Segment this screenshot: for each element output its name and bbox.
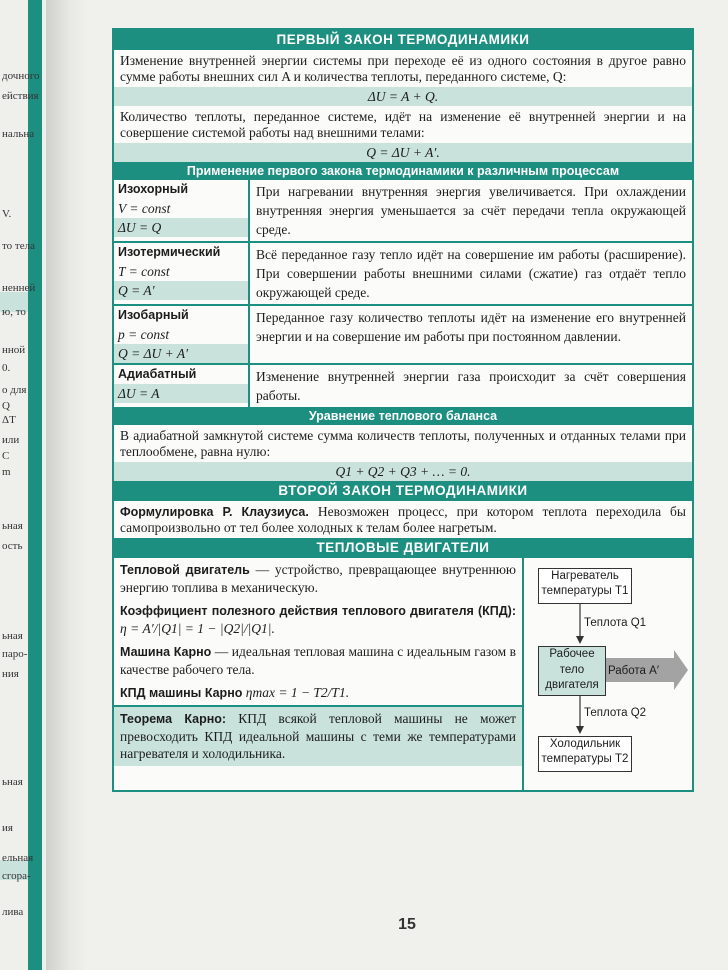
process-table xyxy=(114,180,692,407)
section-title-heat-engines: ТЕПЛОВЫЕ ДВИГАТЕЛИ xyxy=(114,538,692,558)
process-description: Всё переданное газу тепло идёт на совершение им работы (расширение). При совершении работы внешними силами (сжатие) газ отдаёт тепло окружающей среде. xyxy=(256,247,686,300)
heat-in-label: Теплота Q1 xyxy=(584,617,647,629)
first-law-formula: ΔU = A + Q. xyxy=(114,87,692,106)
left-page-text-fragment: ость xyxy=(2,540,23,552)
left-page-text-fragment: ю, то xyxy=(2,306,26,318)
process-condition: T = const xyxy=(118,264,170,279)
left-page-text-fragment: m xyxy=(2,466,11,478)
left-page-text-fragment: ненней xyxy=(2,282,36,294)
process-description: При нагревании внутренняя энергия увеличивается. При охлаждении внутренняя энергия уменьшается за счёт передачи тепла окружающей среде. xyxy=(256,184,686,237)
left-page-text-fragment: или xyxy=(2,434,20,446)
left-page-text-fragment: сгора- xyxy=(2,870,31,882)
process-description: Изменение внутренней энергии газа происходит за счёт совершения работы. xyxy=(256,369,686,403)
carnot-definition xyxy=(114,640,522,681)
process-name: Изотермический xyxy=(118,245,221,259)
left-page-text-fragment: ьная xyxy=(2,520,23,532)
carnot-efficiency xyxy=(114,681,522,705)
left-page-text-fragment: ΔT xyxy=(2,414,16,426)
left-page-text-fragment: ния xyxy=(2,668,19,680)
heater-temp: температуры T1 xyxy=(541,585,629,597)
engine-lead: Тепловой двигатель xyxy=(120,563,250,577)
body-label: двигателя xyxy=(545,679,599,691)
process-row xyxy=(114,304,692,363)
carnot-theorem xyxy=(114,705,522,766)
body-label: Рабочее xyxy=(549,648,595,660)
book-gutter xyxy=(46,0,86,970)
left-page-text-fragment: нной xyxy=(2,344,26,356)
reference-sheet xyxy=(112,28,694,792)
process-law: ΔU = Q xyxy=(114,218,248,237)
process-row xyxy=(114,363,692,407)
process-name: Изохорный xyxy=(118,182,189,196)
working-body-box xyxy=(538,646,606,696)
theorem-lead: Теорема Карно: xyxy=(120,712,227,726)
left-page-text-fragment: ействия xyxy=(2,90,39,102)
heat-balance-formula: Q1 + Q2 + Q3 + … = 0. xyxy=(114,462,692,481)
heat-out-label: Теплота Q2 xyxy=(584,707,647,719)
first-law-statement: Изменение внутренней энергии системы при переходе её из одного состояния в другое равно сумме работы внешних сил A и количества теплоты, переданного системе, Q: xyxy=(120,53,686,84)
left-page-text-fragment: нальна xyxy=(2,128,35,140)
left-page-text-fragment: ьная xyxy=(2,630,23,642)
left-page-text-fragment: дочного xyxy=(2,70,40,82)
body-label: тело xyxy=(559,663,585,676)
work-label: Работа A′ xyxy=(608,665,659,677)
efficiency-formula: η = A′/|Q1| = 1 − |Q2|/|Q1|. xyxy=(120,621,275,636)
heater-label: Нагреватель xyxy=(551,570,619,582)
efficiency-lead: Коэффициент полезного действия теплового двигателя (КПД): xyxy=(120,604,516,618)
process-law: Q = A′ xyxy=(114,281,248,300)
process-law: ΔU = A xyxy=(114,384,248,403)
heater-box xyxy=(538,568,632,604)
heat-engines-block xyxy=(114,558,692,790)
left-page-text-fragment: ия xyxy=(2,822,13,834)
process-condition: p = const xyxy=(118,327,170,342)
section-title-first-law: ПЕРВЫЙ ЗАКОН ТЕРМОДИНАМИКИ xyxy=(114,30,692,50)
left-page-text-fragment: ьная xyxy=(2,776,23,788)
arrowhead-heat-out xyxy=(576,726,584,734)
section-title-processes: Применение первого закона термодинамики к различным процессам xyxy=(114,162,692,180)
left-page-text-fragment: то тела xyxy=(2,240,35,252)
left-page-fragment xyxy=(0,0,47,970)
left-page-color-bar xyxy=(28,0,42,970)
process-row xyxy=(114,241,692,304)
engine-text: — устройство, превращающее внутреннюю энергию топлива в механическую. xyxy=(120,562,516,595)
clausius-lead: Формулировка Р. Клаузиуса. xyxy=(120,505,309,519)
carnot-text: — идеальная тепловая машина с идеальным газом в качестве рабочего тела. xyxy=(120,644,516,677)
cooler-label: Холодильник xyxy=(549,738,621,750)
heat-engine-diagram xyxy=(524,558,692,790)
process-name: Изобарный xyxy=(118,308,189,322)
left-page-text-fragment: Q xyxy=(2,400,10,412)
left-page-text-fragment: V. xyxy=(2,208,12,220)
carnot-lead: Машина Карно xyxy=(120,645,212,659)
carnot-efficiency-formula: ηmax = 1 − T2/T1. xyxy=(245,685,350,700)
clausius-text: Невозможен процесс, при котором теплота переходила бы самопроизвольно от тел более холодных к телам более нагретым. xyxy=(120,504,686,535)
left-page-text-fragment: паро- xyxy=(2,648,28,660)
cooler-box xyxy=(538,736,632,772)
process-row xyxy=(114,180,692,241)
process-law: Q = ΔU + A′ xyxy=(114,344,248,363)
left-page-text-fragment: о для xyxy=(2,384,27,396)
left-page-text-fragment: лива xyxy=(2,906,24,918)
first-law-restatement: Количество теплоты, переданное системе, идёт на изменение её внутренней энергии и на совершение системой работы над внешними телами: xyxy=(120,109,686,140)
process-name: Адиабатный xyxy=(118,367,197,381)
page-number: 15 xyxy=(398,916,416,933)
section-title-second-law: ВТОРОЙ ЗАКОН ТЕРМОДИНАМИКИ xyxy=(114,481,692,501)
first-law-formula-2: Q = ΔU + A′. xyxy=(114,143,692,162)
arrowhead-heat-in xyxy=(576,636,584,644)
left-page-text-fragment: C xyxy=(2,450,10,462)
carnot-efficiency-lead: КПД машины Карно xyxy=(120,686,243,700)
process-description: Переданное газу количество теплоты идёт на изменение его внутренней энергии и на совершение им работы при постоянном давлении. xyxy=(256,310,686,344)
left-page-text-fragment: 0. xyxy=(2,362,11,374)
engine-definition xyxy=(114,558,522,599)
section-title-heat-balance: Уравнение теплового баланса xyxy=(114,407,692,425)
left-page-text-fragment: ельная xyxy=(2,852,34,864)
heat-balance-text: В адиабатной замкнутой системе сумма количеств теплоты, полученных и отданных телами при теплообмене, равна нулю: xyxy=(120,428,686,459)
theorem-text: КПД всякой тепловой машины не может превосходить КПД идеальной машины с теми же температурами нагревателя и холодильника. xyxy=(120,711,516,761)
cooler-temp: температуры T2 xyxy=(541,753,629,765)
book-page xyxy=(86,0,728,970)
efficiency-definition xyxy=(114,599,522,640)
process-condition: V = const xyxy=(118,201,171,216)
clausius-statement xyxy=(114,501,692,538)
